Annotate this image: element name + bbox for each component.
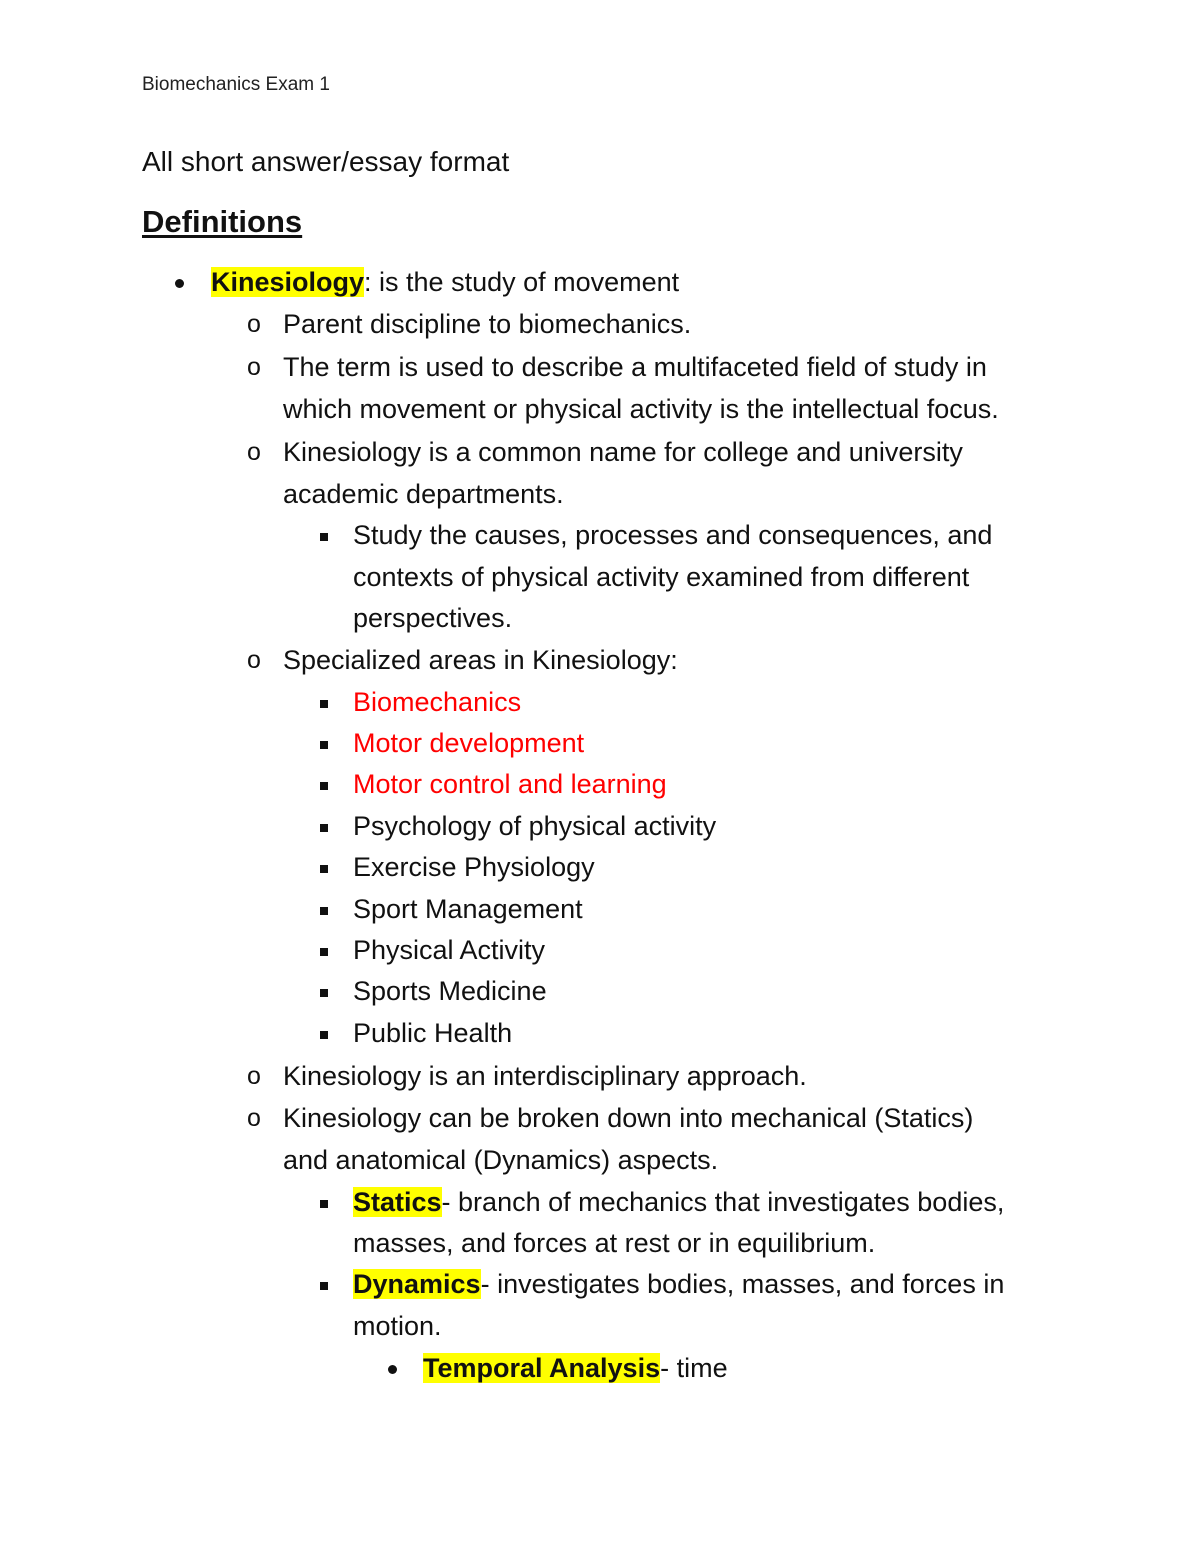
highlighted-term-kinesiology: Kinesiology [211,267,365,297]
bullet-square-icon [320,1015,328,1051]
list-item-kinesiology [211,264,679,300]
bullet-square-icon [320,1266,328,1302]
page-header: Biomechanics Exam 1 [142,74,330,95]
highlighted-term-statics: Statics [353,1187,442,1217]
bullet-square-icon [320,808,328,844]
area-item-sports-medicine: Sports Medicine [353,976,547,1006]
list-item-specialized-areas: Specialized areas in Kinesiology: [283,645,678,675]
highlighted-term-temporal-analysis: Temporal Analysis [423,1353,661,1383]
list-item-study-line-1: Study the causes, processes and consequences, and [353,520,993,550]
bullet-square-icon [320,849,328,885]
temporal-analysis-definition: - time [660,1353,728,1383]
area-item-exercise-physiology: Exercise Physiology [353,852,595,882]
area-item-psychology: Psychology of physical activity [353,811,717,841]
statics-definition: - branch of mechanics that investigates bodies, [441,1187,1005,1217]
bullet-circle-icon: o [247,646,261,674]
bullet-square-icon [320,1184,328,1220]
list-item-temporal-analysis [423,1350,728,1386]
area-item-motor-control: Motor control and learning [353,769,667,799]
area-item-motor-development: Motor development [353,728,585,758]
bullet-circle-icon: o [247,438,261,466]
list-item-term-line-2: which movement or physical activity is the intellectual focus. [283,394,999,424]
bullet-square-icon [320,517,328,553]
list-item-common-name-line-2: academic departments. [283,479,564,509]
area-item-physical-activity: Physical Activity [353,935,546,965]
list-item-parent-discipline: Parent discipline to biomechanics. [283,309,692,339]
bullet-square-icon [320,932,328,968]
list-item-broken-down-line-2: and anatomical (Dynamics) aspects. [283,1145,719,1175]
bullet-square-icon [320,766,328,802]
list-item-interdisciplinary: Kinesiology is an interdisciplinary approach. [283,1061,807,1091]
area-item-sport-management: Sport Management [353,894,583,924]
list-item-statics-line-1 [353,1184,1004,1220]
list-item-dynamics-line-1 [353,1266,1004,1302]
bullet-circle-icon: o [247,1062,261,1090]
bullet-square-icon [320,725,328,761]
list-item-dynamics-line-2: motion. [353,1311,442,1341]
bullet-dot-icon [175,264,184,300]
list-item-term-line-1: The term is used to describe a multifaceted field of study in [283,352,987,382]
bullet-dot-icon [388,1350,397,1386]
bullet-circle-icon: o [247,353,261,381]
list-item-common-name-line-1: Kinesiology is a common name for college and university [283,437,963,467]
list-item-statics-line-2: masses, and forces at rest or in equilibrium. [353,1228,876,1258]
list-item-study-line-3: perspectives. [353,603,513,633]
list-item-broken-down-line-1: Kinesiology can be broken down into mechanical (Statics) [283,1103,974,1133]
highlighted-term-dynamics: Dynamics [353,1269,481,1299]
bullet-square-icon [320,891,328,927]
bullet-square-icon [320,684,328,720]
kinesiology-definition: : is the study of movement [364,267,680,297]
bullet-circle-icon: o [247,1104,261,1132]
bullet-circle-icon: o [247,310,261,338]
document-subtitle: All short answer/essay format [142,146,510,177]
section-title-definitions: Definitions [142,204,303,239]
list-item-study-line-2: contexts of physical activity examined from different [353,562,970,592]
dynamics-definition: - investigates bodies, masses, and forces in [480,1269,1005,1299]
area-item-public-health: Public Health [353,1018,513,1048]
bullet-square-icon [320,973,328,1009]
area-item-biomechanics: Biomechanics [353,687,522,717]
